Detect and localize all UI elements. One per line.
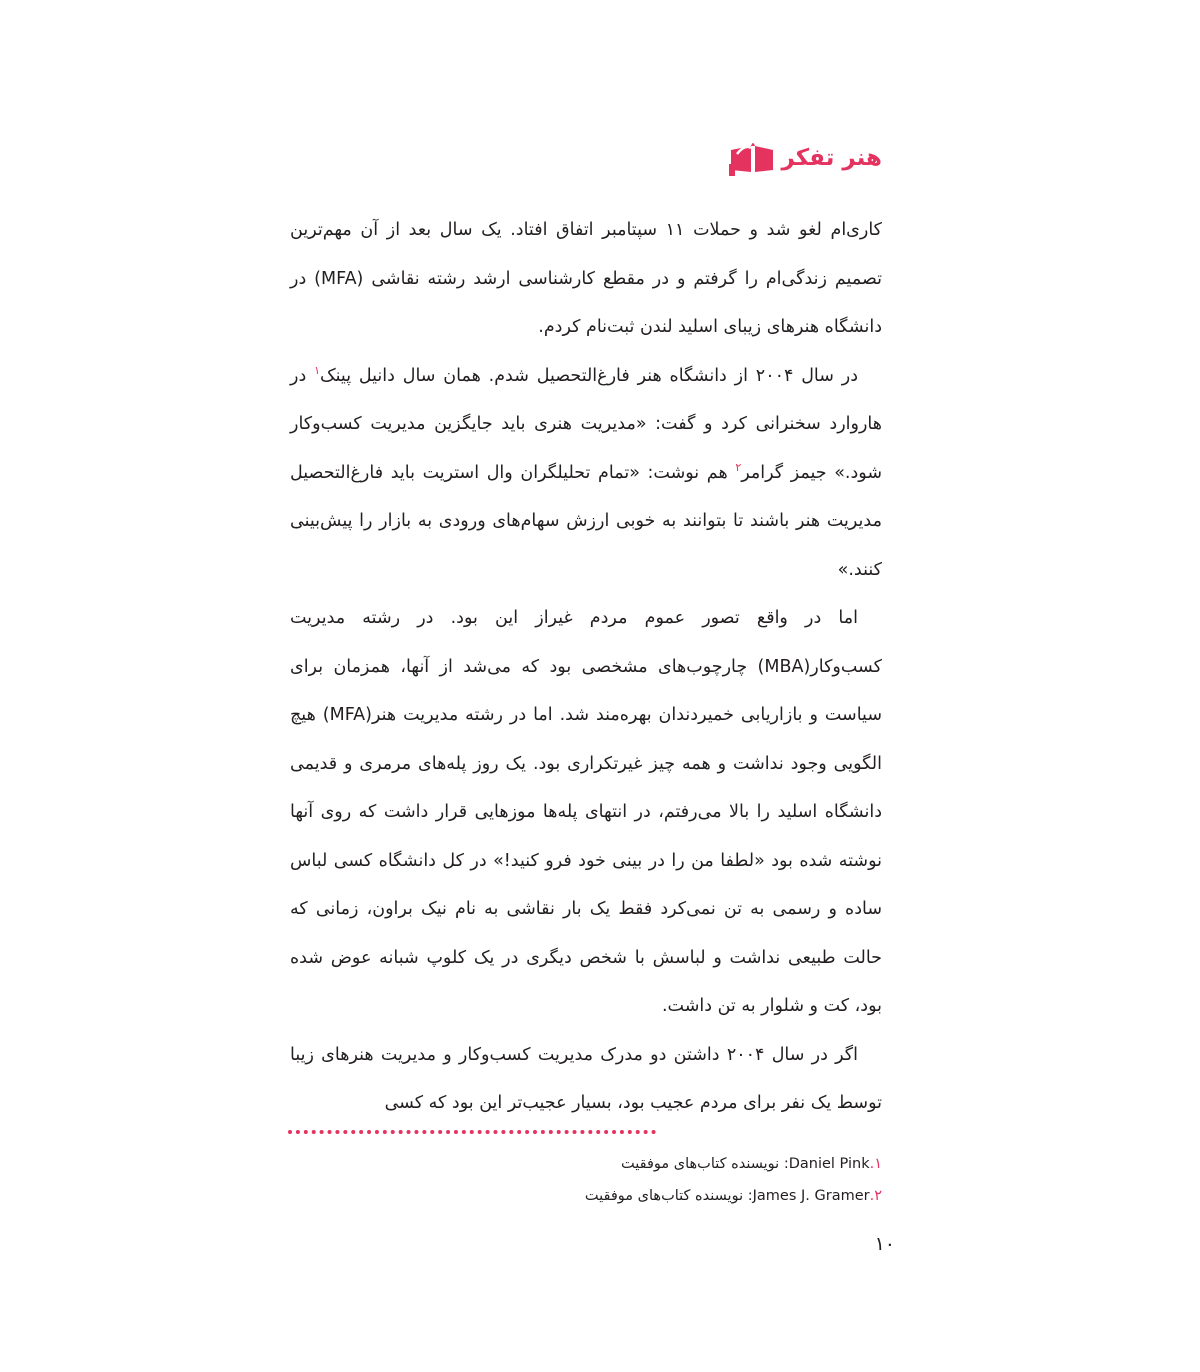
footnote-text: : نویسنده کتاب‌های موفقیت	[584, 1188, 753, 1204]
footnote-ref-2: ۲	[735, 460, 742, 474]
footnote-latin-name: Daniel Pink	[788, 1156, 870, 1172]
page-number: ۱۰	[874, 1233, 895, 1255]
footnote-number: ۱.	[869, 1156, 882, 1172]
footnote-1	[290, 1148, 882, 1180]
footnote-ref-1: ۱	[314, 363, 320, 377]
footnote-number: ۲.	[869, 1188, 882, 1204]
footnote-latin-name: James J. Gramer	[752, 1188, 870, 1204]
paragraph	[290, 352, 882, 595]
paragraph-text: هم نوشت: «تمام تحلیلگران وال استریت باید فارغ‌التحصیل مدیریت هنر باشند تا بتوانند به خوبی ارزش سهام‌های ورودی به بازار را پیش‌بینی کنند.»	[290, 462, 882, 580]
paragraph-text: در هاروارد سخنرانی کرد و گفت: «مدیریت هنری باید جایگزین مدیریت کسب‌وکار شود.» جیمز گرامر	[290, 365, 882, 483]
footnote-2	[290, 1180, 882, 1212]
main-text	[290, 206, 882, 1128]
paragraph: کاری‌ام لغو شد و حملات ۱۱ سپتامبر اتفاق افتاد. یک سال بعد از آن مهم‌ترین تصمیم زندگی‌ام را گرفتم و در مقطع کارشناسی ارشد رشته نقاشی (MFA) در دانشگاه هنرهای زیبای اسلید لندن ثبت‌نام کردم.	[290, 220, 882, 337]
footnotes	[290, 1148, 882, 1212]
footnote-divider	[288, 1130, 656, 1134]
paragraph: اما در واقع تصور عموم مردم غیراز این بود. در رشته مدیریت کسب‌وکار(MBA) چارچوب‌های مشخصی بود که می‌شد از آنها، همزمان برای سیاست و بازاریابی خمیردندان بهره‌مند شد. اما در رشته مدیریت هنر(MFA) هیچ الگویی وجود نداشت و همه چیز غیرتکراری بود. یک روز پله‌های مرمری و قدیمی دانشگاه اسلید را بالا می‌رفتم، در انتهای پله‌ها موزهایی قرار داشت که روی آنها نوشته شده بود «لطفا من را در بینی خود فرو کنید!» در کل دانشگاه کسی لباس ساده و رسمی به تن نمی‌کرد فقط یک بار نقاشی به نام نیک براون، زمانی که حالت طبیعی نداشت و لباسش با شخص دیگری در یک کلوپ شبانه عوض شده بود، کت و شلوار به تن داشت.	[290, 608, 882, 1016]
paragraph: اگر در سال ۲۰۰۴ داشتن دو مدرک مدیریت کسب‌وکار و مدیریت هنرهای زیبا توسط یک نفر برای مردم عجیب بود، بسیار عجیب‌تر این بود که کسی	[290, 1044, 882, 1113]
book-title: هنر تفکر	[781, 145, 882, 171]
open-book-icon	[729, 140, 777, 176]
paragraph-text: در سال ۲۰۰۴ از دانشگاه هنر فارغ‌التحصیل شدم. همان سال دانیل پینک	[319, 365, 858, 386]
running-header	[729, 138, 882, 178]
footnote-text: : نویسنده کتاب‌های موفقیت	[621, 1156, 789, 1172]
